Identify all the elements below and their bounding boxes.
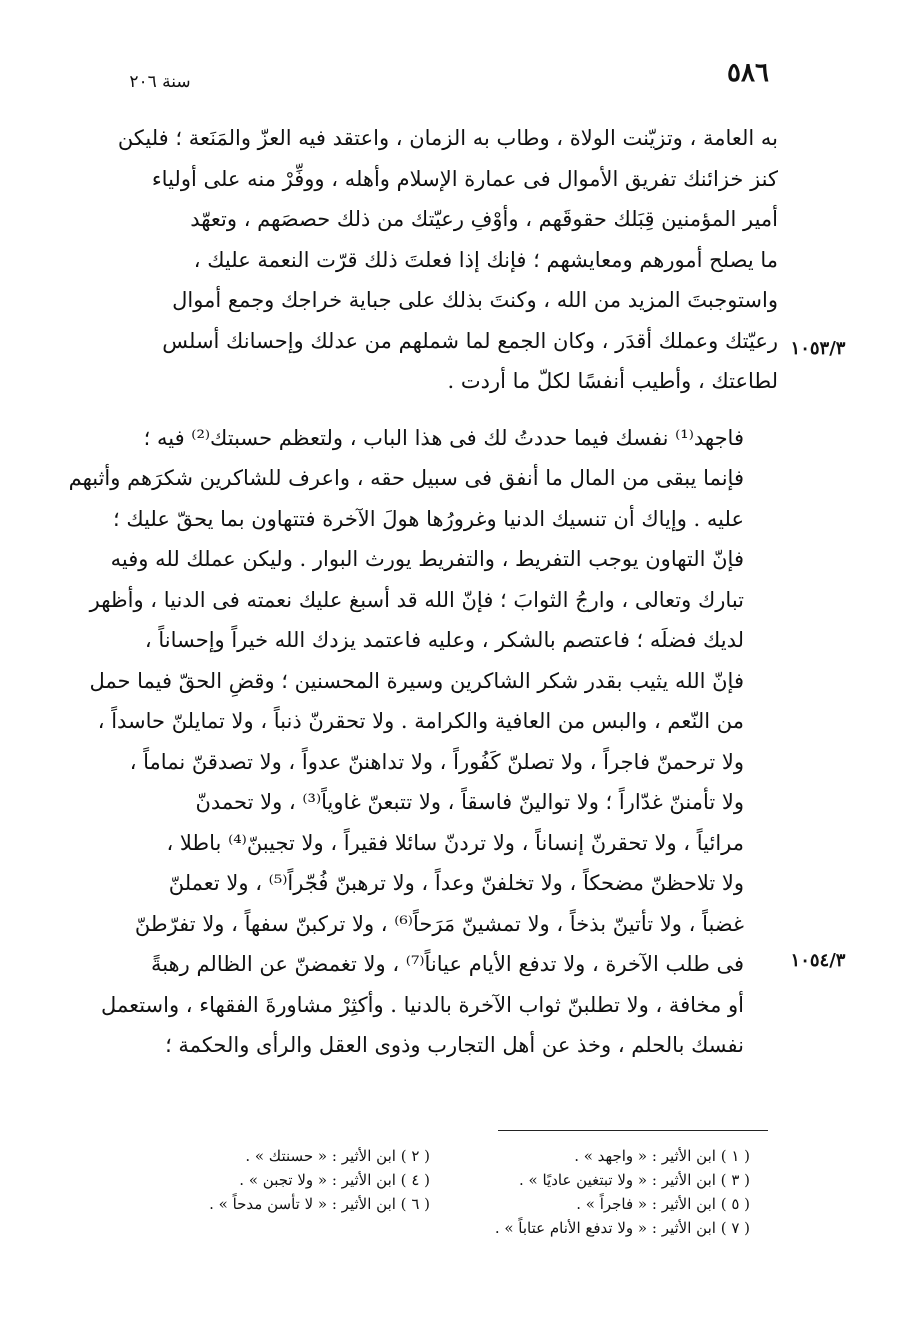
page-number: ٥٨٦ [727, 58, 769, 88]
text-line: غضباً ، ولا تأتينّ بذخاً ، ولا تمشينّ مَرَحاً⁽⁶⁾ ، ولا تركبنّ سفهاً ، ولا تفرّطنّ [134, 911, 744, 936]
text-line: فى طلب الآخرة ، ولا تدفع الأيام عياناً⁽⁷⁾ ، ولا تغمضنّ عن الظالم رهبةً [150, 952, 744, 976]
footnote: ( ١ ) ابن الأثير : « واجهد » . [574, 1147, 750, 1165]
margin-reference-1: ١٠٥٣/٣ [790, 338, 846, 359]
text-line: أو مخافة ، ولا تطلبنّ ثواب الآخرة بالدنيا . وأكثِرْ مشاورةَ الفقهاء ، واستعمل [101, 992, 744, 1017]
footnote: ( ٣ ) ابن الأثير : « ولا تبتغين عاديًا » . [518, 1171, 750, 1189]
text-line: فإنما يبقى من المال ما أنفق فى سبيل حقه ، واعرف للشاكرين شكرَهم وأثبهم [68, 466, 744, 490]
text-line: ولا تأمننّ غدّاراً ؛ ولا توالينّ فاسقاً ، ولا تتبعنّ غاوياً⁽³⁾ ، ولا تحمدنّ [195, 790, 744, 814]
text-line: كنز خزائنك تفريق الأموال فى عمارة الإسلام وأهله ، ووفِّرْ منه على أولياء [151, 166, 778, 191]
footnote: ( ٤ ) ابن الأثير : « ولا تجبن » . [239, 1171, 430, 1189]
margin-reference-2: ١٠٥٤/٣ [790, 950, 846, 971]
text-line: من النّعم ، والبس من العافية والكرامة . ولا تحقرنّ ذنباً ، ولا تمايلنّ حاسداً ، [97, 709, 744, 733]
text-line: أمير المؤمنين قِبَلك حقوقَهم ، وأوْفِ رعيّتك من ذلك حصصَهم ، وتعهّد [190, 207, 778, 231]
footnotes-odd [470, 1144, 750, 1240]
text-line: واستوجبتَ المزيد من الله ، وكنتَ بذلك على جباية خراجك وجمع أموال [172, 288, 778, 312]
footnotes-even [130, 1144, 430, 1216]
footnote-divider [498, 1130, 768, 1131]
text-line: فإنّ التهاون يوجب التفريط ، والتفريط يورث البوار . وليكن عملك لله وفيه [110, 547, 744, 571]
text-line: فإنّ الله يثيب بقدر شكر الشاكرين وسيرة المحسنين ؛ وقضِ الحقّ فيما حمل [89, 668, 744, 693]
text-line: لديك فضلَه ؛ فاعتصم بالشكر ، وعليه فاعتمد يزدك الله خيراً وإحساناً ، [144, 628, 744, 652]
footnote: ( ٧ ) ابن الأثير : « ولا تدفع الأنام عتاباً » . [494, 1219, 750, 1237]
paragraph-1 [96, 118, 778, 402]
footnote: ( ٢ ) ابن الأثير : « حسنتك » . [245, 1147, 430, 1165]
text-line: مرائياً ، ولا تحقرنّ إنساناً ، ولا تردنّ سائلا فقيراً ، ولا تجيبنّ⁽⁴⁾ باطلا ، [166, 830, 744, 855]
paragraph-2 [68, 418, 778, 1066]
text-line: رعيّتك وعملك أقدَر ، وكان الجمع لما شملهم من عدلك وإحسانك أسلس [162, 328, 778, 353]
text-line: ما يصلح أمورهم ومعايشهم ؛ فإنك إذا فعلتَ ذلك قرّت النعمة عليك ، [193, 247, 778, 272]
text-line: به العامة ، وتزيّنت الولاة ، وطاب به الزمان ، واعتقد فيه العزّ والمَنَعة ؛ فليكن [117, 126, 778, 150]
main-text [68, 118, 778, 1082]
footnote: ( ٦ ) ابن الأثير : « لا تأسن مدحاً » . [209, 1195, 430, 1213]
text-line: تبارك وتعالى ، وارجُ الثوابَ ؛ فإنّ الله قد أسبغ عليك نعمته فى الدنيا ، وأظهر [89, 587, 744, 612]
text-line: فاجهد⁽¹⁾ نفسك فيما حددتُ لك فى هذا الباب ، ولتعظم حسبتك⁽²⁾ فيه ؛ [143, 425, 744, 450]
text-line: نفسك بالحلم ، وخذ عن أهل التجارب وذوى العقل والرأى والحكمة ؛ [165, 1033, 744, 1057]
text-line: ولا تلاحظنّ مضحكاً ، ولا تخلفنّ وعداً ، ولا ترهبنّ فُجّراً⁽⁵⁾ ، ولا تعملنّ [168, 871, 744, 895]
footnote: ( ٥ ) ابن الأثير : « فاجراً » . [576, 1195, 750, 1213]
text-line: عليه . وإياك أن تنسيك الدنيا وغرورُها هولَ الآخرة فتتهاون بما يحقّ عليك ؛ [113, 506, 744, 531]
text-line: لطاعتك ، وأطيب أنفسًا لكلّ ما أردت . [447, 369, 778, 393]
running-header-year: سنة ٢٠٦ [129, 72, 191, 92]
text-line: ولا ترحمنّ فاجراً ، ولا تصلنّ كَفُوراً ، ولا تداهننّ عدواً ، ولا تصدقنّ نماماً ، [129, 749, 744, 774]
